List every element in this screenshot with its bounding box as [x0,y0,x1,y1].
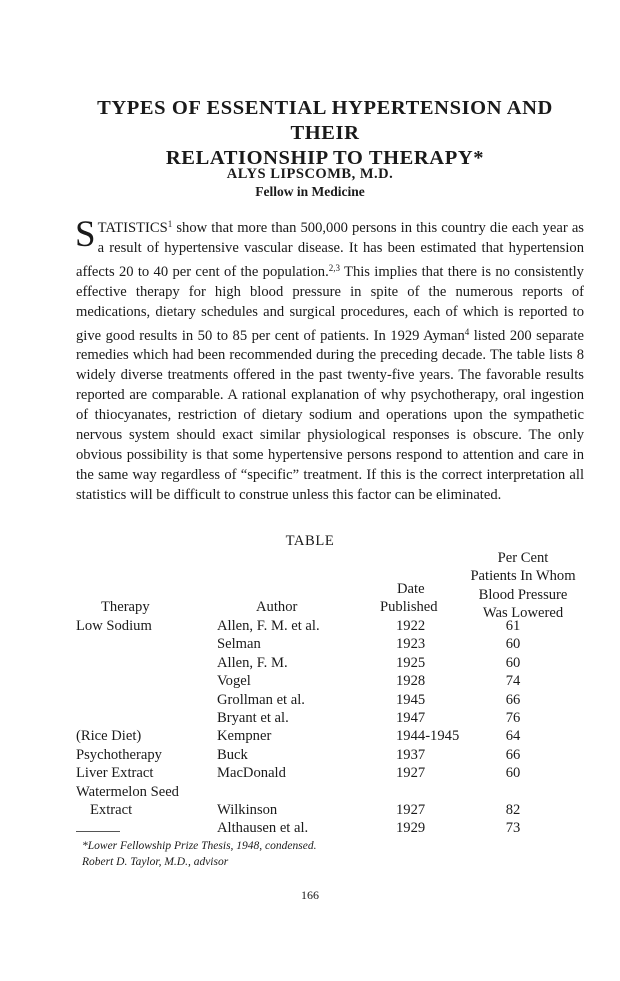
header-percent [450,549,596,623]
cell-therapy: Watermelon Seed [76,783,179,800]
title-line-2: RELATIONSHIP TO THERAPY* [165,147,485,169]
body-paragraph [76,215,584,506]
drop-cap: S [75,214,96,255]
table-row [76,764,596,782]
footnote-divider [76,831,120,832]
table-row [76,709,596,727]
header-percent-line-4: Was Lowered [482,605,564,622]
footnote [82,838,316,870]
header-therapy: Therapy [101,599,150,615]
cell-date: 1928 [396,673,426,690]
cell-date: 1944-1945 [396,728,460,745]
footnote-line-1: *Lower Fellowship Prize Thesis, 1948, condensed. [82,840,317,852]
cell-date: 1947 [396,709,426,726]
table-row [76,672,596,690]
cell-therapy: Psychotherapy [76,746,162,763]
page-number: 166 [301,888,319,902]
table-row [76,783,596,801]
cell-percent: 60 [505,765,521,782]
cell-percent: 82 [505,801,521,818]
table-row [76,617,596,635]
body-text-d: listed 200 separate remedies which had been recommended during the preceding decade. The table lists 8 widely diverse treatments offered in the past twenty-five years. The favorable results reported are comparable. A rational explanation of why psychotherapy, oral ingestion of thiocyanates, restriction of dietary sodium and operations upon the sympathetic nervous system should exact similar physiological responses is obscure. The only obvious possibility is that some hypertensive persons respond to attention and care in the same way regardless of “specific” treatment. If this is the correct interpretation all statistics will be difficult to construe unless this factor can be eliminated. [76,327,584,503]
table-row [76,635,596,653]
header-date-line-2: Published [380,599,438,615]
cell-therapy: Liver Extract [76,765,154,782]
cell-therapy: Low Sodium [76,618,152,634]
table-title: TABLE [285,533,335,549]
cell-author: Vogel [217,673,251,690]
table-row [76,819,596,837]
footnote-line-2: Robert D. Taylor, M.D., advisor [82,856,229,868]
body-text-b: show that more than 500,000 persons in this country die each year as a result of hypertensive vascular disease. It has been estimated that hypertension affects 20 to 40 per cent of the population. [76,220,584,280]
cell-therapy: (Rice Diet) [76,728,142,745]
cell-date: 1927 [396,765,426,782]
cell-author: Wilkinson [217,801,278,818]
cell-therapy: Extract [90,801,133,818]
reference-superscript-1: 1 [167,219,173,229]
header-percent-line-2: Patients In Whom [470,568,576,585]
table-row [76,746,596,764]
header-percent-line-3: Blood Pressure [478,586,568,603]
table-row [76,654,596,672]
cell-date: 1922 [396,618,426,634]
cell-percent: 61 [505,618,521,634]
cell-percent: 73 [505,820,521,837]
cell-percent: 64 [505,728,521,745]
cell-author: MacDonald [217,765,286,782]
cell-date: 1925 [396,654,426,671]
title-line-1: TYPES OF ESSENTIAL HYPERTENSION AND THEIR [97,97,553,144]
header-percent-line-1: Per Cent [497,550,549,566]
cell-percent: 66 [505,746,521,763]
therapy-table [76,617,596,838]
cell-author: Buck [217,746,248,763]
header-date-line-1: Date [397,581,425,597]
cell-date: 1927 [396,801,426,818]
cell-percent: 60 [505,654,521,671]
cell-percent: 76 [505,709,521,726]
cell-author: Allen, F. M. [217,654,288,671]
table-row [76,691,596,709]
cell-author: Bryant et al. [217,709,289,726]
author-name: ALYS LIPSCOMB, M.D. [226,166,394,182]
cell-percent: 60 [505,636,521,653]
cell-date: 1945 [396,691,426,708]
cell-author: Grollman et al. [217,691,305,708]
header-author: Author [256,599,298,615]
cell-author: Althausen et al. [217,820,309,837]
cell-percent: 66 [505,691,521,708]
reference-superscript-3: 4 [464,326,470,337]
author-affiliation: Fellow in Medicine [255,184,365,199]
table-row [76,727,596,745]
cell-date: 1937 [396,746,426,763]
cell-author: Selman [217,636,261,653]
body-text-c: This implies that there is no consistently effective therapy for high blood pressure in spite of the numerous reports of medications, dietary schedules and surgical procedures, each of which is reported to give good results in 50 to 85 per cent of patients. In 1929 Ayman [76,263,584,344]
cell-author: Allen, F. M. et al. [217,618,320,634]
table-row [76,801,596,819]
cell-author: Kempner [217,728,272,745]
reference-superscript-2: 2,3 [328,262,340,273]
body-text-a: TATISTICS [97,220,168,236]
cell-percent: 74 [505,673,521,690]
article-title [60,96,590,171]
cell-date: 1929 [396,820,426,837]
cell-date: 1923 [396,636,426,653]
